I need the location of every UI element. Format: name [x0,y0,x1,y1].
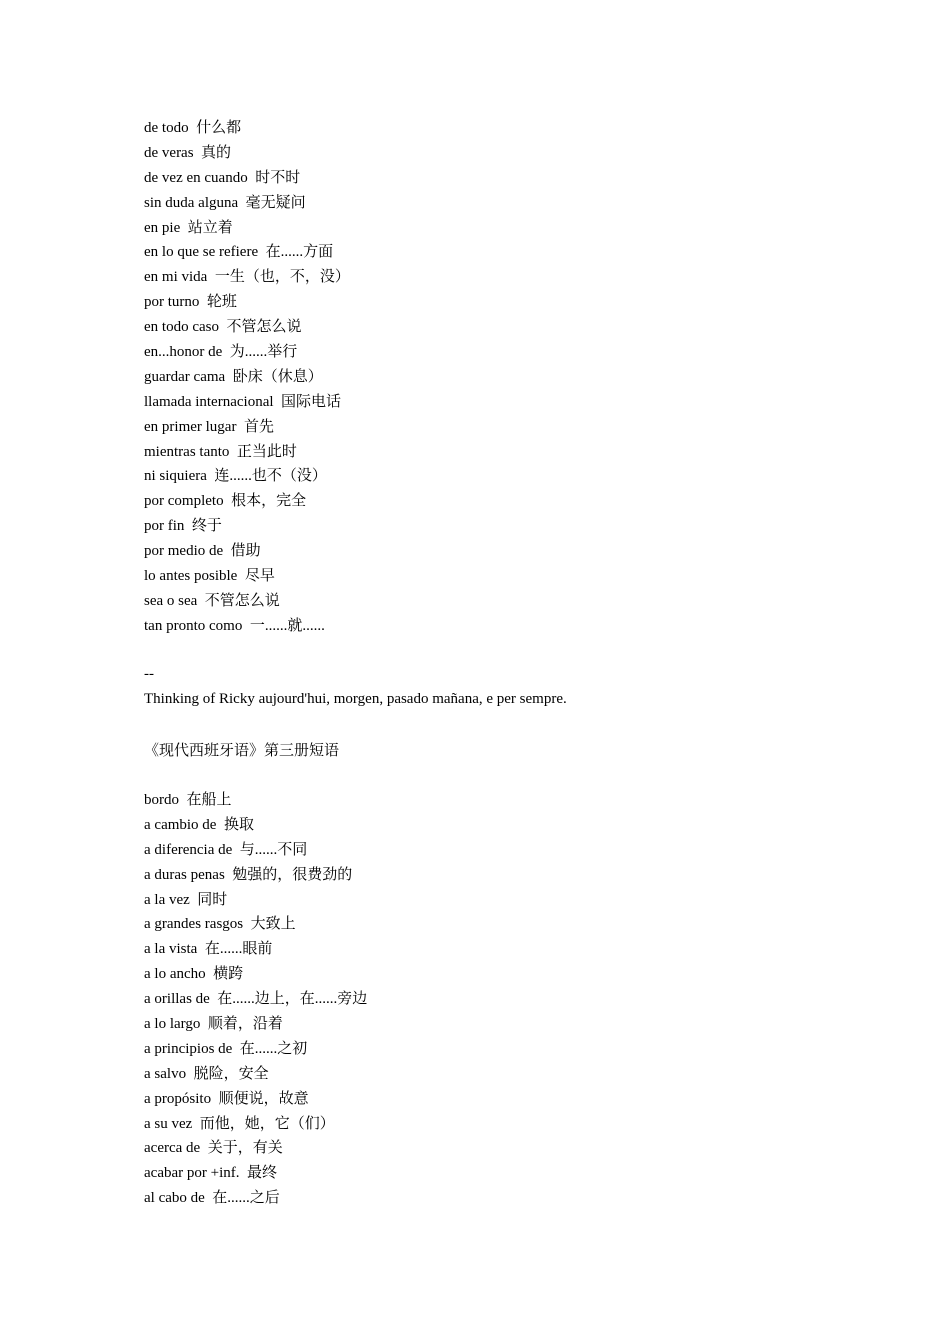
phrase-entry: en primer lugar 首先 [144,418,274,435]
phrase-entry: a salvo 脱险，安全 [144,1065,269,1082]
phrase-entry: en lo que se refiere 在......方面 [144,244,334,261]
phrase-entry: acabar por +inf. 最终 [144,1165,277,1182]
phrase-entry: a la vez 同时 [144,891,228,908]
phrase-entry: a principios de 在......之初 [144,1040,308,1057]
phrase-entry: mientras tanto 正当此时 [144,443,297,460]
section-heading: 《现代西班牙语》第三册短语 [144,743,340,759]
phrase-entry: a diferencia de 与......不同 [144,841,308,858]
phrase-entry: ni siquiera 连......也不（没） [144,468,327,485]
signature-block [144,662,567,712]
signature-text: Thinking of Ricky aujourd'hui, morgen, pasado mañana, e per sempre. [144,690,567,707]
section-heading-block [144,739,339,764]
phrase-entry: guardar cama 卧床（休息） [144,368,323,385]
phrase-entry: a orillas de 在......边上，在......旁边 [144,991,368,1008]
phrase-entry: a lo largo 顺着，沿着 [144,1016,283,1033]
phrase-entry: en...honor de 为......举行 [144,344,298,361]
phrase-entry: a grandes rasgos 大致上 [144,916,296,933]
phrase-entry: a cambio de 换取 [144,816,254,833]
phrase-list-1 [144,116,350,639]
phrase-entry: acerca de 关于，有关 [144,1140,283,1157]
phrase-entry: sin duda alguna 毫无疑问 [144,194,306,211]
phrase-entry: llamada internacional 国际电话 [144,393,342,410]
phrase-entry: lo antes posible 尽早 [144,568,275,585]
phrase-entry: a la vista 在......眼前 [144,941,273,958]
phrase-entry: tan pronto como 一......就...... [144,617,325,634]
phrase-entry: de vez en cuando 时不时 [144,169,301,186]
phrase-entry: a su vez 而他，她，它（们） [144,1115,335,1132]
phrase-entry: en pie 站立着 [144,219,233,236]
phrase-entry: bordo 在船上 [144,792,232,808]
phrase-entry: a lo ancho 横跨 [144,966,244,983]
phrase-list-2 [144,788,367,1211]
phrase-entry: a propósito 顺便说，故意 [144,1090,309,1107]
phrase-entry: por fin 终于 [144,518,222,535]
phrase-entry: de todo 什么都 [144,120,242,136]
signature-separator: -- [144,666,154,682]
phrase-entry: sea o sea 不管怎么说 [144,592,280,609]
phrase-entry: de veras 真的 [144,144,232,161]
phrase-entry: por turno 轮班 [144,294,237,311]
phrase-entry: en todo caso 不管怎么说 [144,319,302,336]
phrase-entry: por completo 根本，完全 [144,493,307,510]
phrase-entry: a duras penas 勉强的，很费劲的 [144,866,353,883]
phrase-entry: al cabo de 在......之后 [144,1190,280,1207]
phrase-entry: por medio de 借助 [144,543,261,560]
phrase-entry: en mi vida 一生（也，不，没） [144,269,350,286]
